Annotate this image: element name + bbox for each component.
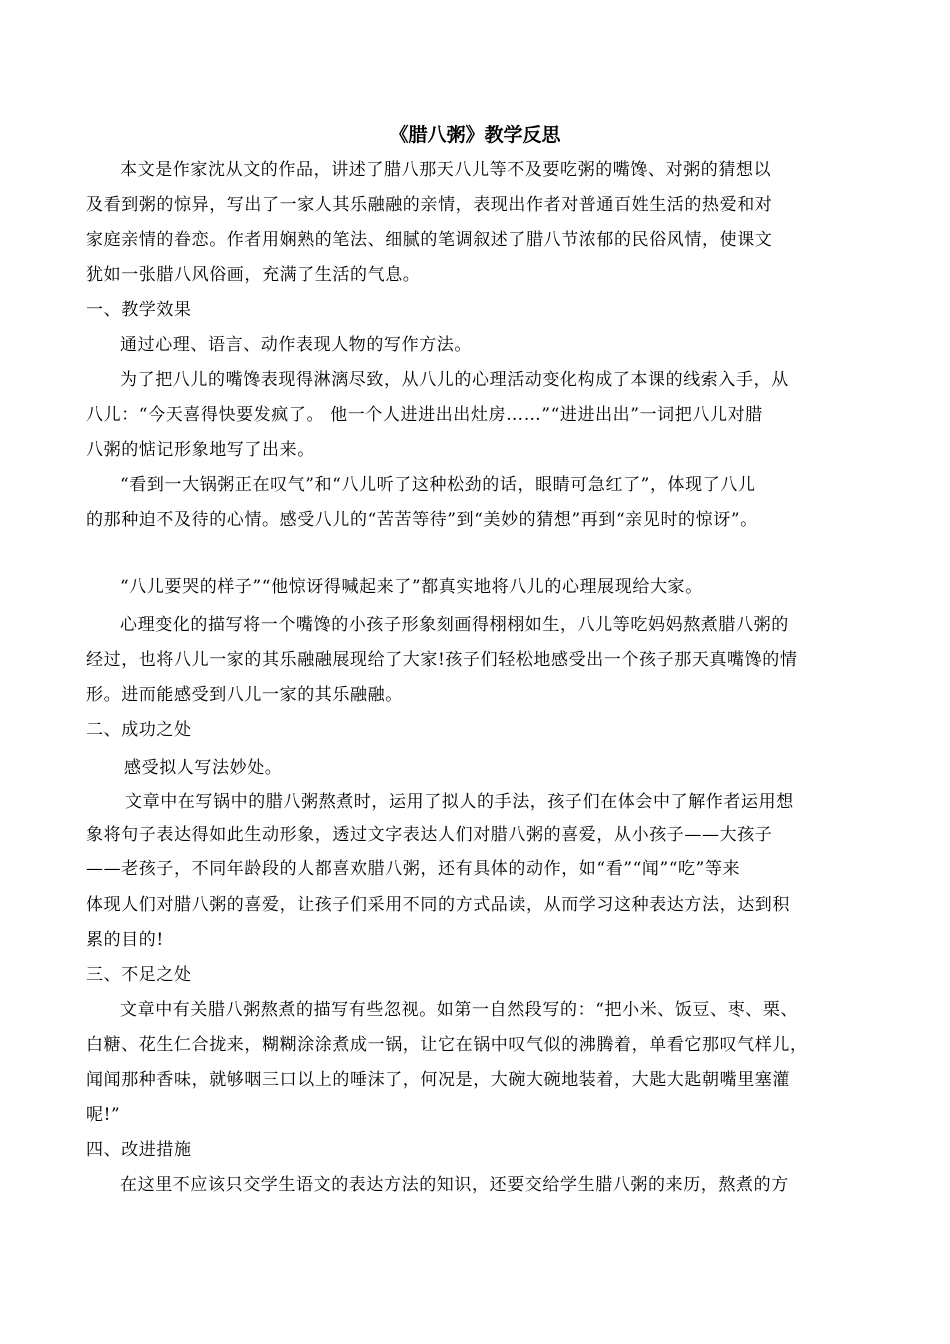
paragraph-line: 呢!” bbox=[86, 1105, 121, 1125]
paragraph-line: 及看到粥的惊异，写出了一家人其乐融融的亲情，表现出作者对普通百姓生活的热爱和对 bbox=[86, 195, 773, 215]
paragraph-line: 犹如一张腊八风俗画，充满了生活的气息。 bbox=[86, 265, 421, 285]
paragraph-line: 感受拟人写法妙处。 bbox=[124, 758, 283, 778]
paragraph-line: 在这里不应该只交学生语文的表达方法的知识，还要交给学生腊八粥的来历，熬煮的方 bbox=[120, 1175, 789, 1195]
paragraph-line: 闻闻那种香味，就够咽三口以上的唾沫了，何况是，大碗大碗地装着，大匙大匙朝嘴里塞灌 bbox=[86, 1070, 790, 1090]
paragraph-line: 象将句子表达得如此生动形象，透过文字表达人们对腊八粥的喜爱，从小孩子——大孩子 bbox=[86, 825, 773, 845]
paragraph-line: 为了把八儿的嘴馋表现得淋漓尽致，从八儿的心理活动变化构成了本课的线索入手，从 bbox=[120, 370, 789, 390]
paragraph-line: 家庭亲情的眷恋。作者用娴熟的笔法、细腻的笔调叙述了腊八节浓郁的民俗风情，使课文 bbox=[86, 230, 773, 250]
paragraph-line: 八儿：“今天喜得快要发疯了。 他一个人进进出出灶房……”“进进出出”一词把八儿对腊 bbox=[86, 405, 763, 425]
paragraph-line: 文章中在写锅中的腊八粥熬煮时，运用了拟人的手法，孩子们在体会中了解作者运用想 bbox=[125, 792, 794, 812]
paragraph-line: 体现人们对腊八粥的喜爱，让孩子们采用不同的方式品读，从而学习这种表达方法，达到积 bbox=[86, 895, 790, 915]
paragraph-line: ——老孩子，不同年龄段的人都喜欢腊八粥，还有具体的动作，如“看”“闻”“吃”等来 bbox=[86, 859, 741, 879]
section-heading: 一、教学效果 bbox=[86, 300, 192, 320]
paragraph-line: “八儿要哭的样子”“他惊讶得喊起来了”都真实地将八儿的心理展现给大家。 bbox=[120, 577, 703, 597]
paragraph-line: 的那种迫不及待的心情。感受八儿的“苦苦等待”到“美妙的猜想”再到“亲见时的惊讶”。 bbox=[86, 510, 758, 530]
paragraph-line: 八粥的惦记形象地写了出来。 bbox=[86, 440, 315, 460]
document-title: 《腊八粥》教学反思 bbox=[389, 124, 561, 146]
paragraph-line: 形。进而能感受到八儿一家的其乐融融。 bbox=[86, 685, 403, 705]
paragraph-line: 心理变化的描写将一个嘴馋的小孩子形象刻画得栩栩如生，八儿等吃妈妈熬煮腊八粥的 bbox=[120, 615, 789, 635]
section-heading: 四、改进措施 bbox=[86, 1140, 192, 1160]
paragraph-line: 白糖、花生仁合拢来，糊糊涂涂煮成一锅，让它在锅中叹气似的沸腾着，单看它那叹气样儿， bbox=[86, 1035, 808, 1055]
paragraph-line: 累的目的! bbox=[86, 930, 164, 950]
paragraph-line: 通过心理、语言、动作表现人物的写作方法。 bbox=[120, 335, 472, 355]
paragraph-line: 文章中有关腊八粥熬煮的描写有些忽视。如第一自然段写的：“把小米、饭豆、枣、栗、 bbox=[120, 1000, 799, 1020]
paragraph-line: 本文是作家沈从文的作品，讲述了腊八那天八儿等不及要吃粥的嘴馋、对粥的猜想以 bbox=[120, 160, 772, 180]
paragraph-line: 经过，也将八儿一家的其乐融融展现给了大家!孩子们轻松地感受出一个孩子那天真嘴馋的情 bbox=[86, 650, 798, 670]
section-heading: 二、成功之处 bbox=[86, 720, 192, 740]
paragraph-line: “看到一大锅粥正在叹气”和“八儿听了这种松劲的话，眼睛可急红了”，体现了八儿 bbox=[120, 475, 756, 495]
section-heading: 三、不足之处 bbox=[86, 965, 192, 985]
